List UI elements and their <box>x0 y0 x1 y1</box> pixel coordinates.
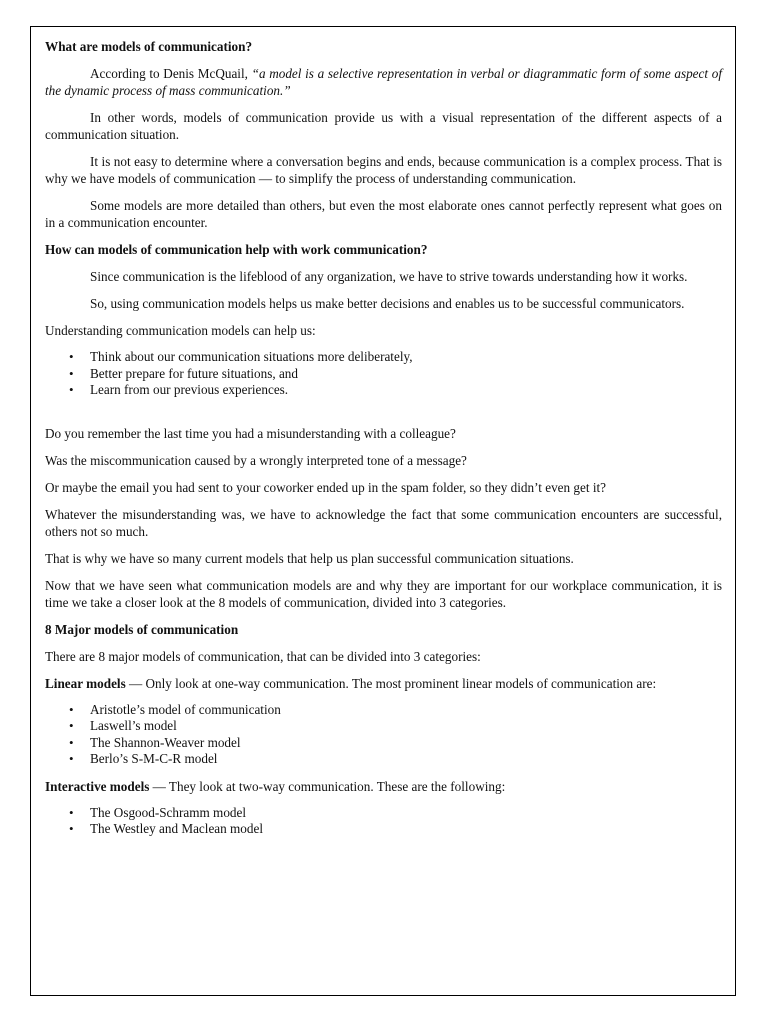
paragraph-better-decisions: So, using communication models helps us make better decisions and enables us to be successful communicators. <box>90 296 685 311</box>
quote-intro: According to Denis McQuail, <box>90 66 252 81</box>
paragraph-tone: Was the miscommunication caused by a wrongly interpreted tone of a message? <box>45 452 467 468</box>
benefits-list <box>45 349 722 399</box>
list-item: • Better prepare for future situations, and <box>90 366 722 383</box>
interactive-models-label: Interactive models <box>45 778 150 794</box>
heading-what-are-models: What are models of communication? <box>45 39 253 54</box>
list-item: • The Osgood-Schramm model <box>90 805 722 822</box>
paragraph-lifeblood: Since communication is the lifeblood of any organization, we have to strive towards understanding how it works. <box>90 269 688 284</box>
list-item: • Berlo’s S-M-C-R model <box>90 751 722 768</box>
linear-models-list <box>45 702 722 768</box>
paragraph-linear-models <box>45 675 722 692</box>
interactive-models-list <box>45 805 722 838</box>
list-item: • Learn from our previous experiences. <box>90 382 722 399</box>
list-item: • Aristotle’s model of communication <box>90 702 722 719</box>
paragraph-acknowledge: Whatever the misunderstanding was, we have to acknowledge the fact that some communication encounters are successful, others not so much. <box>45 506 722 539</box>
paragraph-help-us: Understanding communication models can help us: <box>45 323 316 338</box>
linear-models-label: Linear models <box>45 675 126 691</box>
paragraph-complex-process: It is not easy to determine where a conversation begins and ends, because communication is a complex process. That is why we have models of communication — to simplify the process of understanding communication. <box>45 154 722 186</box>
list-item: • Think about our communication situations more deliberately, <box>90 349 722 366</box>
mcquail-quote: “a model is a selective representation in verbal or diagrammatic form of some aspect of the dynamic process of mass communication.” <box>45 66 722 98</box>
paragraph-three-categories: There are 8 major models of communication, that can be divided into 3 categories: <box>45 648 481 664</box>
paragraph-misunderstanding: Do you remember the last time you had a misunderstanding with a colleague? <box>45 425 456 441</box>
heading-major-models: 8 Major models of communication <box>45 621 239 637</box>
list-item: • The Westley and Maclean model <box>90 821 722 838</box>
list-item: • The Shannon-Weaver model <box>90 735 722 752</box>
list-item: • Laswell’s model <box>90 718 722 735</box>
paragraph-visual-representation: In other words, models of communication provide us with a visual representation of the different aspects of a communication situation. <box>45 110 722 142</box>
paragraph-interactive-models <box>45 778 722 795</box>
document-body <box>45 38 722 848</box>
heading-work-communication: How can models of communication help with work communication? <box>45 242 428 257</box>
linear-models-text: — Only look at one-way communication. The most prominent linear models of communication are: <box>125 675 657 691</box>
paragraph-spam-folder: Or maybe the email you had sent to your coworker ended up in the spam folder, so they didn’t even get it? <box>45 479 607 495</box>
paragraph-closer-look: Now that we have seen what communication models are and why they are important for our workplace communication, it is time we take a closer look at the 8 models of communication, divided into 3 categories. <box>45 577 722 610</box>
paragraph-mcquail-quote <box>45 65 722 99</box>
interactive-models-text: — They look at two-way communication. These are the following: <box>149 778 506 794</box>
paragraph-detailed-models: Some models are more detailed than others, but even the most elaborate ones cannot perfectly represent what goes on in a communication encounter. <box>45 198 722 230</box>
paragraph-current-models: That is why we have so many current models that help us plan successful communication situations. <box>45 550 574 566</box>
